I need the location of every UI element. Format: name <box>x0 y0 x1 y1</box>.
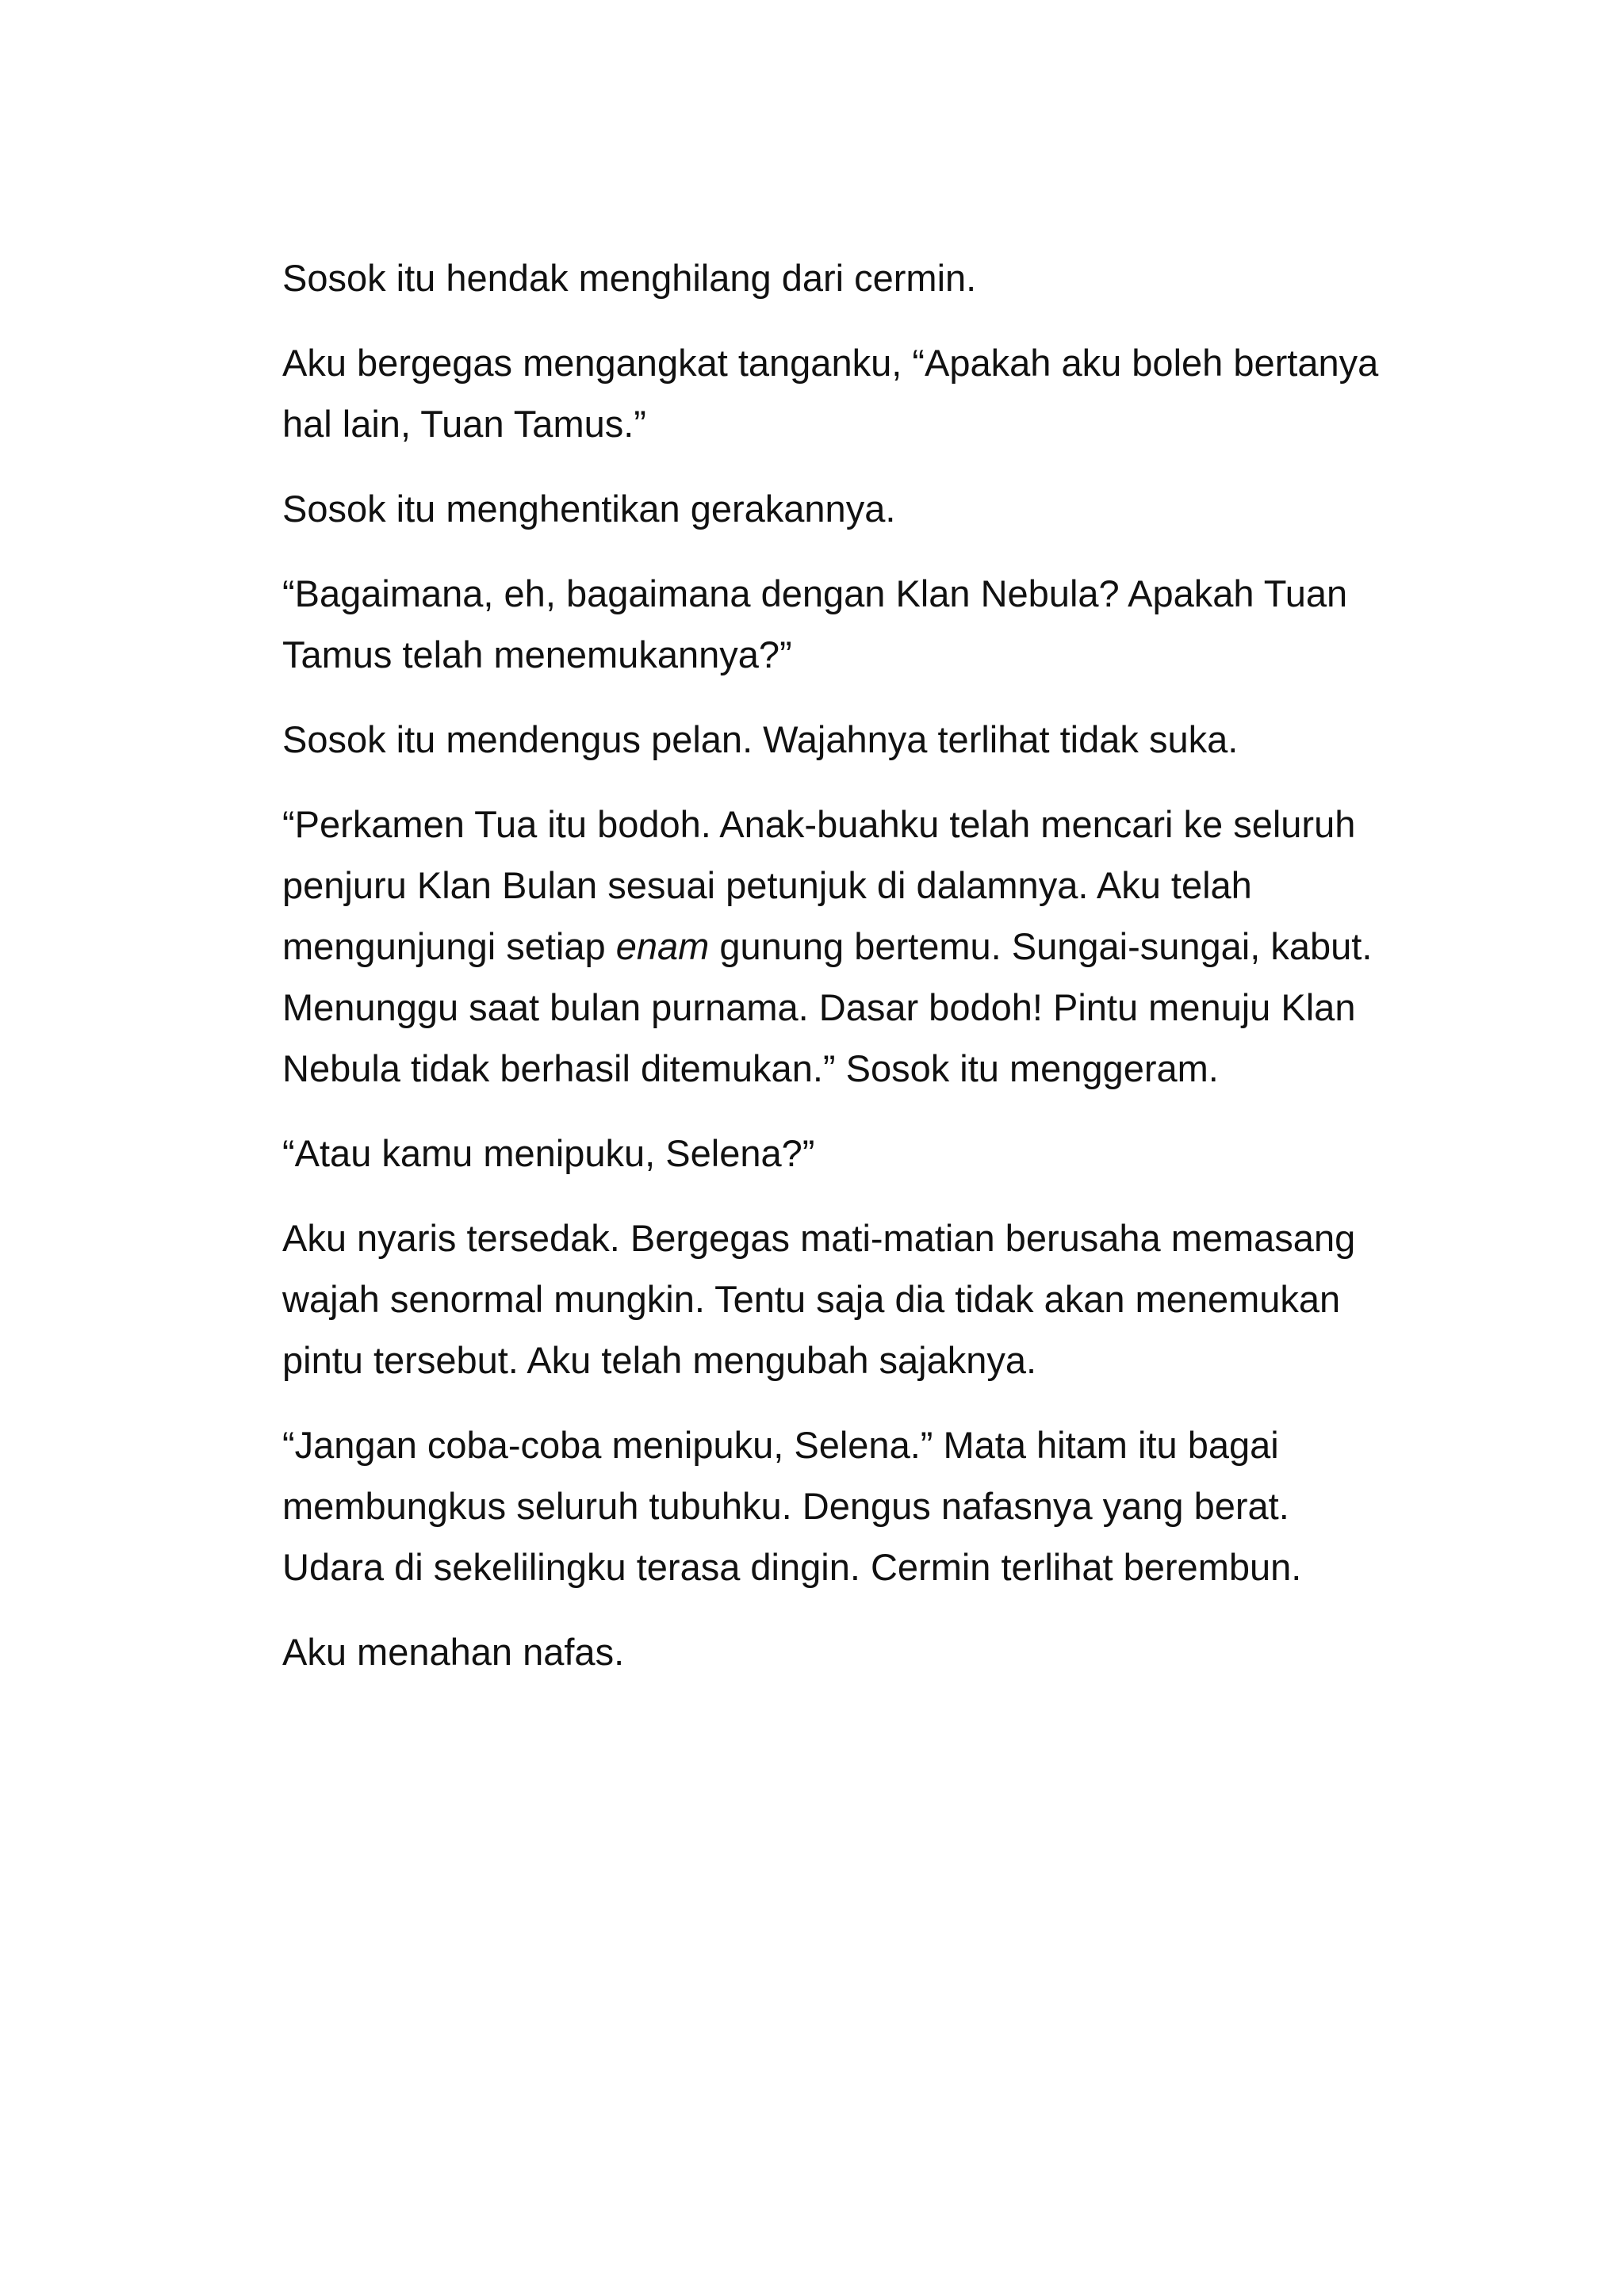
paragraph: Aku bergegas mengangkat tanganku, “Apakah aku boleh bertanya hal lain, Tuan Tamus.” <box>282 342 1379 445</box>
body-text <box>282 247 1392 1706</box>
emphasis-text: enam <box>615 925 710 967</box>
paragraph-text-after: gunung bertemu. Sungai-sungai, kabut. Menunggu saat bulan purnama. Dasar bodoh! Pintu menuju Klan Nebula tidak berhasil ditemukan.” Sosok itu menggeram. <box>282 925 1373 1089</box>
paragraph: Sosok itu menghentikan gerakannya. <box>282 488 896 530</box>
paragraph <box>282 794 1392 1099</box>
paragraph: Aku nyaris tersedak. Bergegas mati-matian berusaha memasang wajah senormal mungkin. Tentu saja dia tidak akan menemukan pintu tersebut. Aku telah mengubah sajaknya. <box>282 1217 1356 1381</box>
paragraph: Aku menahan nafas. <box>282 1631 625 1673</box>
paragraph-text-before: “Perkamen Tua itu bodoh. Anak-buahku telah mencari ke seluruh penjuru Klan Bulan sesuai petunjuk di dalamnya. Aku telah mengunjungi setiap <box>282 803 1356 967</box>
paragraph: Sosok itu mendengus pelan. Wajahnya terlihat tidak suka. <box>282 718 1239 760</box>
paragraph: Sosok itu hendak menghilang dari cermin. <box>282 257 977 299</box>
paragraph: “Jangan coba-coba menipuku, Selena.” Mata hitam itu bagai membungkus seluruh tubuhku. Dengus nafasnya yang berat. Udara di sekelilingku terasa dingin. Cermin terlihat berembun. <box>282 1424 1302 1588</box>
paragraph: “Atau kamu menipuku, Selena?” <box>282 1132 815 1174</box>
paragraph: “Bagaimana, eh, bagaimana dengan Klan Nebula? Apakah Tuan Tamus telah menemukannya?” <box>282 572 1348 675</box>
